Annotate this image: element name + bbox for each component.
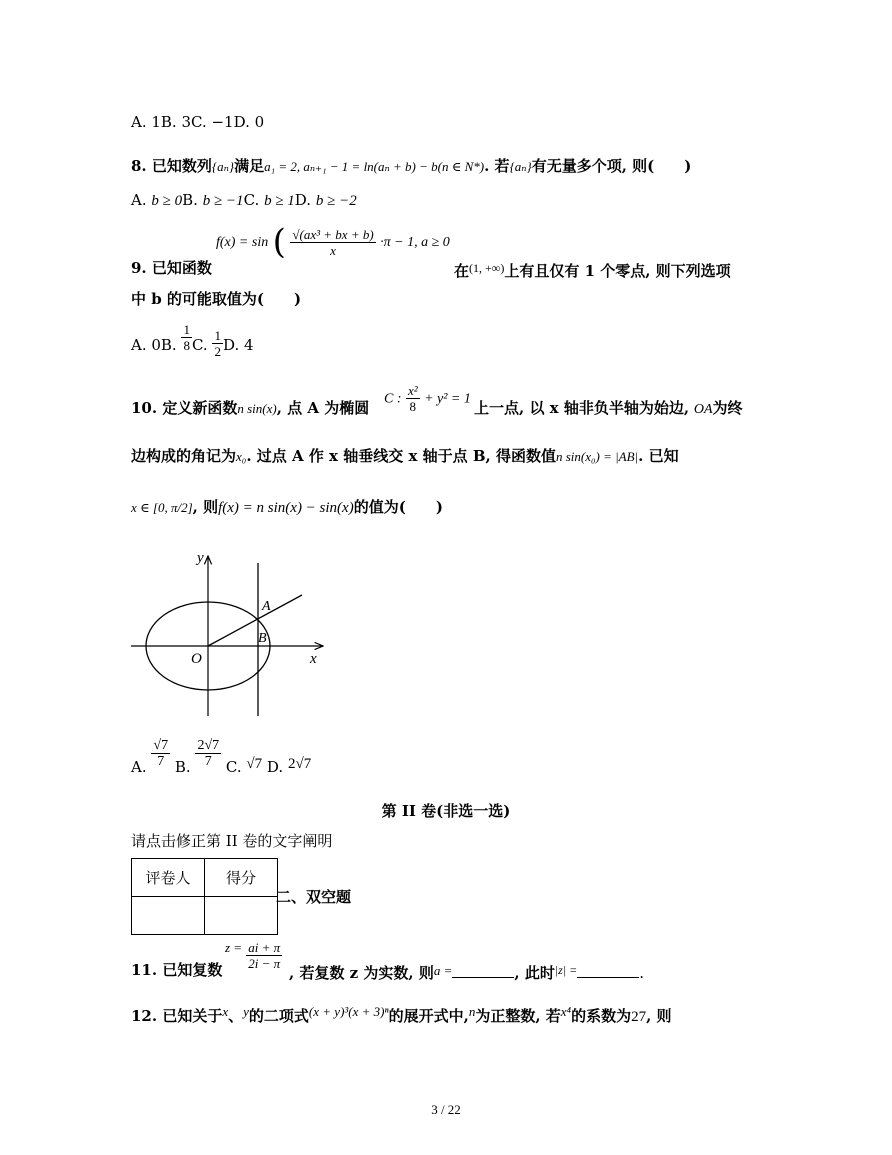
q12-end: , 则 (646, 1007, 672, 1025)
q10-ellipse-right: + y² = 1 (424, 391, 471, 407)
point-a-label: A (262, 599, 271, 614)
score-table (131, 858, 278, 935)
y-label: y (197, 550, 204, 566)
q12-expr: (x + y)³(x + 3)ⁿ (308, 1004, 389, 1019)
q8-opt-d: D. (294, 191, 312, 209)
q9-func-num: √(ax³ + bx + b) (292, 226, 374, 242)
q9-opt-c: C. (191, 336, 208, 354)
q9-opt-d: D. 4 (222, 336, 254, 354)
q11-num: ai + π (248, 940, 281, 955)
q11-end: . (639, 964, 644, 982)
q11-frac (246, 940, 282, 971)
q12-sep: 、 (228, 1007, 244, 1025)
q9-func-right: ·π − 1, a ≥ 0 (380, 235, 450, 250)
q8-opt-b-val: b ≥ −1 (202, 193, 244, 209)
q10-line2-formula: n sin(x₀) = |AB| (555, 449, 639, 464)
q10-line2 (131, 446, 679, 467)
q10-line2-c: . 已知 (638, 447, 679, 465)
q10-line3-b: , 则 (192, 498, 219, 516)
q10-opt-b-den: 7 (204, 754, 212, 769)
q8-opt-a: A. (131, 191, 147, 209)
q11-mid: , 若复数 z 为实数, 则 (289, 964, 434, 982)
q12-val: 27 (631, 1009, 647, 1025)
score-table-header-grader: 评卷人 (132, 859, 205, 897)
q10-oa: OA (693, 402, 713, 417)
q10-ellipse-num: x² (407, 383, 418, 398)
q9-lead: 9. 已知函数 (131, 259, 212, 277)
q8-opt-c: C. (243, 191, 260, 209)
q10-opt-a-num: √7 (153, 738, 169, 753)
question-9 (131, 258, 212, 278)
q9-opt-b-frac (181, 322, 192, 353)
q10-line1-tail (474, 398, 743, 420)
q8-opt-d-val: b ≥ −2 (315, 193, 357, 209)
q11-blank-a[interactable] (452, 963, 514, 978)
q8-formula: a₁ = 2, aₙ₊₁ − 1 = ln(aₙ + b) − b(n ∈ N*) (264, 159, 485, 174)
q9-opt-c-frac (212, 328, 223, 359)
q11-z-left: z = (225, 940, 243, 955)
q8-opt-b: B. (182, 191, 198, 209)
q8-tail1: . 若 (484, 157, 510, 175)
ellipse-figure (125, 548, 335, 720)
q10-opt-d-val: 2√7 (287, 756, 312, 772)
q8-opt-c-val: b ≥ 1 (264, 193, 295, 209)
q10-opt-c-val: √7 (246, 756, 263, 772)
q10-options (131, 738, 311, 775)
question-11 (131, 960, 222, 980)
q10-line3-formula: x ∈ [0, π/2] (131, 500, 193, 515)
q10-opt-b-num: 2√7 (197, 738, 220, 753)
q10-tail: 上一点, 以 x 轴非负半轴为始边, (474, 399, 690, 417)
score-table-grader-cell (132, 897, 205, 935)
q10-line3 (131, 497, 443, 518)
q11-den: 2i − π (248, 956, 281, 971)
q10-ellipse-frac (406, 383, 420, 414)
q10-mid: , 点 A 为椭圆 (276, 399, 370, 417)
q8-seq-2: {aₙ} (509, 159, 532, 174)
q10-opt-b: B. (174, 758, 191, 776)
q10-ellipse-left: C : (384, 391, 402, 407)
q9-line2: 中 b 的可能取值为( ) (131, 290, 302, 308)
q10-ellipse-eq (384, 383, 471, 414)
q10-nsin: n sin(x) (237, 401, 277, 416)
q9-tail: 上有且仅有 1 个零点, 则下列选项 (504, 262, 731, 280)
q12-mid2: 的展开式中, (388, 1007, 469, 1025)
q8-opt-a-val: b ≥ 0 (151, 193, 183, 209)
q11-formula (225, 940, 282, 971)
q12-mid3: 为正整数, 若 (475, 1007, 561, 1025)
q9-func-frac (290, 227, 375, 258)
q12-n: n (468, 1004, 476, 1019)
q11-lead: 11. 已知复数 (131, 961, 223, 979)
q10-tail2: 为终 (712, 399, 743, 417)
question-10 (131, 398, 369, 419)
q10-opt-a-den: 7 (157, 754, 165, 769)
q10-opt-d: D. (266, 758, 284, 776)
origin-label: O (191, 651, 202, 667)
q10-lead: 10. 定义新函数 (131, 399, 238, 417)
section-note: 请点击修正第 II 卷的文字阐明 (131, 832, 333, 850)
q9-paren-left: ( (272, 222, 286, 262)
q9-interval: (1, +∞) (469, 261, 505, 275)
page-number: 3 / 22 (431, 1102, 461, 1117)
q10-x0: x₀ (236, 449, 247, 464)
q7-options: A. 1B. 3C. −1D. 0 (131, 113, 265, 131)
q12-mid4: 的系数为 (571, 1007, 632, 1025)
q10-line3-c: 的值为( ) (353, 498, 443, 516)
q9-opt-c-num: 1 (214, 328, 221, 343)
q12-y: y (243, 1004, 249, 1019)
section-heading: 第 II 卷(非选一选) (381, 802, 511, 820)
q12-lead: 12. 已知关于 (131, 1007, 223, 1025)
q9-func-den: x (330, 242, 336, 258)
q8-lead: 8. 已知数列 (131, 157, 212, 175)
q12-mid: 的二项式 (248, 1007, 309, 1025)
q10-line3-formula2: f(x) = n sin(x) − sin(x) (218, 500, 354, 516)
q9-function (216, 222, 450, 262)
q11-mid2: , 此时 (514, 964, 555, 982)
q8-seq: {aₙ} (211, 159, 235, 174)
q11-abs-z: |z| = (554, 963, 578, 977)
q9-func-left: f(x) = sin (216, 235, 269, 250)
q10-opt-c: C. (225, 758, 242, 776)
point-b-label: B (258, 631, 267, 646)
q10-opt-a-frac (151, 738, 170, 769)
q11-rest (289, 960, 644, 983)
q9-opt-b-num: 1 (183, 322, 190, 337)
section-title: 二、双空题 (276, 888, 352, 906)
q12-x: x (222, 1004, 229, 1019)
q9-opt-b-den: 8 (183, 338, 190, 353)
q11-a-eq: a = (433, 963, 453, 978)
q10-opt-b-frac (195, 738, 221, 769)
score-table-score-cell (205, 897, 278, 935)
q8-tail2: 有无量多个项, 则( ) (531, 157, 692, 175)
q9-opt-c-den: 2 (214, 344, 221, 359)
score-table-header-score: 得分 (205, 859, 278, 897)
q10-ellipse-den: 8 (409, 399, 417, 414)
question-12 (131, 1002, 672, 1027)
q9-interval-line (454, 258, 731, 281)
q9-opt-a: A. 0B. (131, 336, 177, 354)
q12-x4: x⁴ (560, 1004, 572, 1019)
q8-options (131, 190, 357, 211)
x-label: x (310, 651, 317, 667)
q11-blank-z[interactable] (577, 963, 639, 978)
q10-line2-b: . 过点 A 作 x 轴垂线交 x 轴于点 B, 得函数值 (246, 447, 556, 465)
q9-options (131, 322, 254, 359)
q9-interval-lead: 在 (454, 262, 470, 280)
question-8 (131, 156, 691, 177)
q10-line2-a: 边构成的角记为 (131, 447, 237, 465)
q8-mid: 满足 (234, 157, 265, 175)
q10-opt-a: A. (131, 758, 147, 776)
